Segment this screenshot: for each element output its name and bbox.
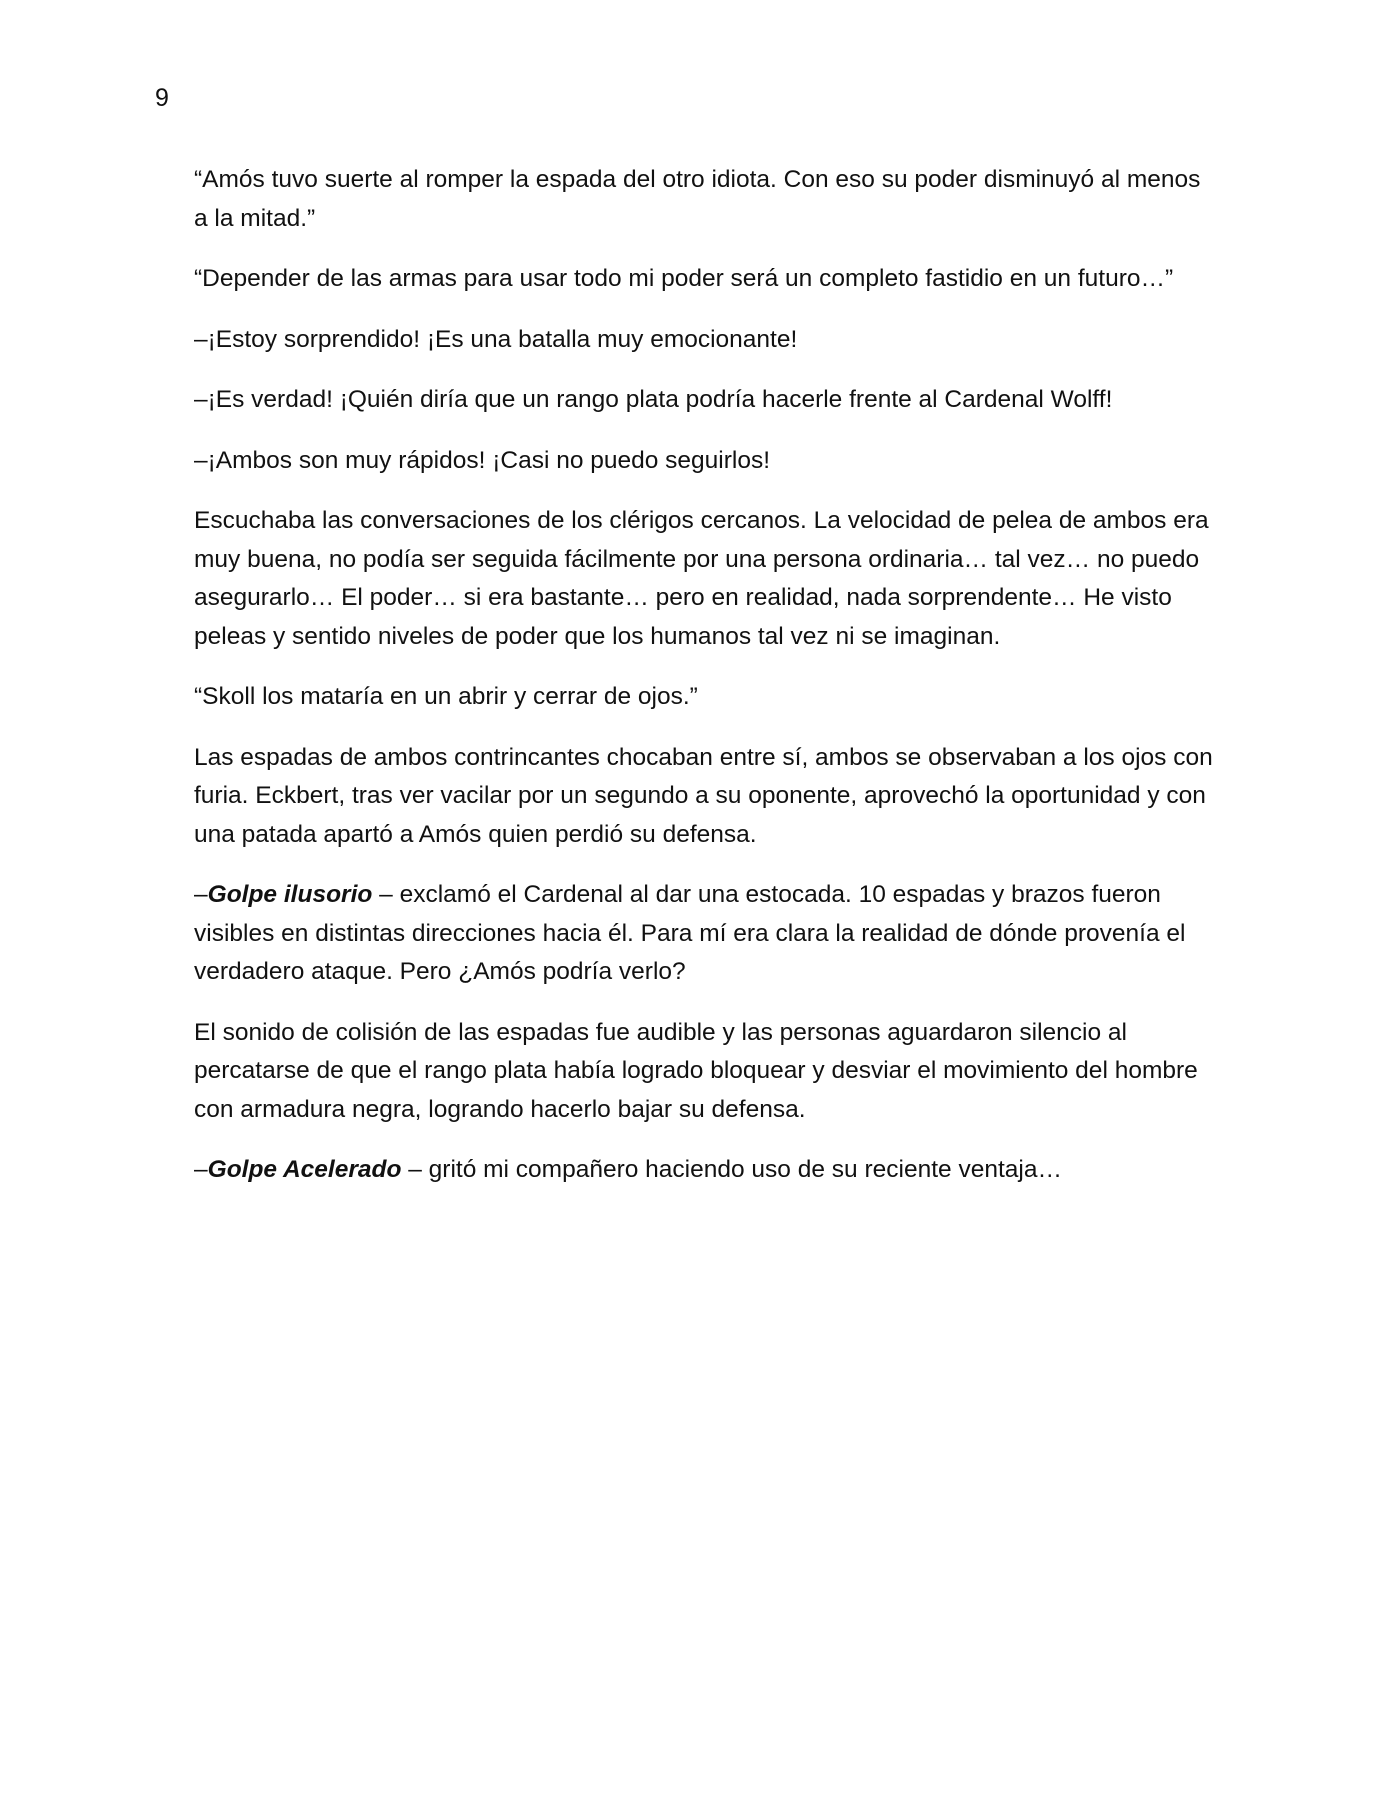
paragraph-text: –¡Ambos son muy rápidos! ¡Casi no puedo seguirlos! bbox=[194, 446, 771, 474]
paragraph bbox=[194, 381, 1214, 420]
skill-name: Golpe ilusorio bbox=[207, 881, 373, 908]
paragraph-text: – exclamó el Cardenal al dar una estocada. 10 espadas y brazos fueron visibles en distintas direcciones hacia él. Para mí era clara la realidad de dónde provenía el verdadero ataque. Pero ¿Amós podría verlo? bbox=[194, 881, 1186, 985]
document-body bbox=[194, 161, 1214, 1212]
paragraph bbox=[194, 1151, 1214, 1190]
paragraph-text: –¡Estoy sorprendido! ¡Es una batalla muy emocionante! bbox=[194, 325, 798, 353]
paragraph bbox=[194, 321, 1214, 360]
paragraph-text: –¡Es verdad! ¡Quién diría que un rango plata podría hacerle frente al Cardenal Wolff! bbox=[194, 386, 1113, 413]
paragraph bbox=[194, 678, 1214, 717]
paragraph-text: – gritó mi compañero haciendo uso de su reciente ventaja… bbox=[401, 1156, 1062, 1183]
paragraph-text: Escuchaba las conversaciones de los clérigos cercanos. La velocidad de pelea de ambos era muy buena, no podía ser seguida fácilmente por una persona ordinaria… tal vez… no puedo asegurarlo… El poder… si era bastante… pero en realidad, nada sorprendente… He visto peleas y sentido niveles de poder que los humanos tal vez ni se imaginan. bbox=[194, 507, 1209, 650]
paragraph bbox=[194, 876, 1214, 992]
paragraph bbox=[194, 442, 1214, 481]
paragraph-text: El sonido de colisión de las espadas fue audible y las personas aguardaron silencio al percatarse de que el rango plata había logrado bloquear y desviar el movimiento del hombre con armadura negra, logrando hacerlo bajar su defensa. bbox=[194, 1018, 1198, 1123]
paragraph bbox=[194, 502, 1214, 656]
paragraph bbox=[194, 161, 1214, 238]
paragraph-text: “Skoll los mataría en un abrir y cerrar de ojos.” bbox=[194, 683, 698, 710]
paragraph bbox=[194, 260, 1214, 299]
paragraph-text: “Depender de las armas para usar todo mi poder será un completo fastidio en un futuro…” bbox=[194, 265, 1174, 292]
skill-name: Golpe Acelerado bbox=[207, 1156, 402, 1183]
dialogue-dash: – bbox=[194, 1156, 208, 1183]
page-number: 9 bbox=[155, 84, 169, 112]
paragraph bbox=[194, 739, 1214, 855]
paragraph-text: Las espadas de ambos contrincantes chocaban entre sí, ambos se observaban a los ojos con furia. Eckbert, tras ver vacilar por un segundo a su oponente, aprovechó la oportunidad y con una patada apartó a Amós quien perdió su defensa. bbox=[194, 743, 1213, 848]
dialogue-dash: – bbox=[194, 881, 208, 908]
paragraph bbox=[194, 1014, 1214, 1130]
paragraph-text: “Amós tuvo suerte al romper la espada del otro idiota. Con eso su poder disminuyó al menos a la mitad.” bbox=[194, 166, 1201, 232]
